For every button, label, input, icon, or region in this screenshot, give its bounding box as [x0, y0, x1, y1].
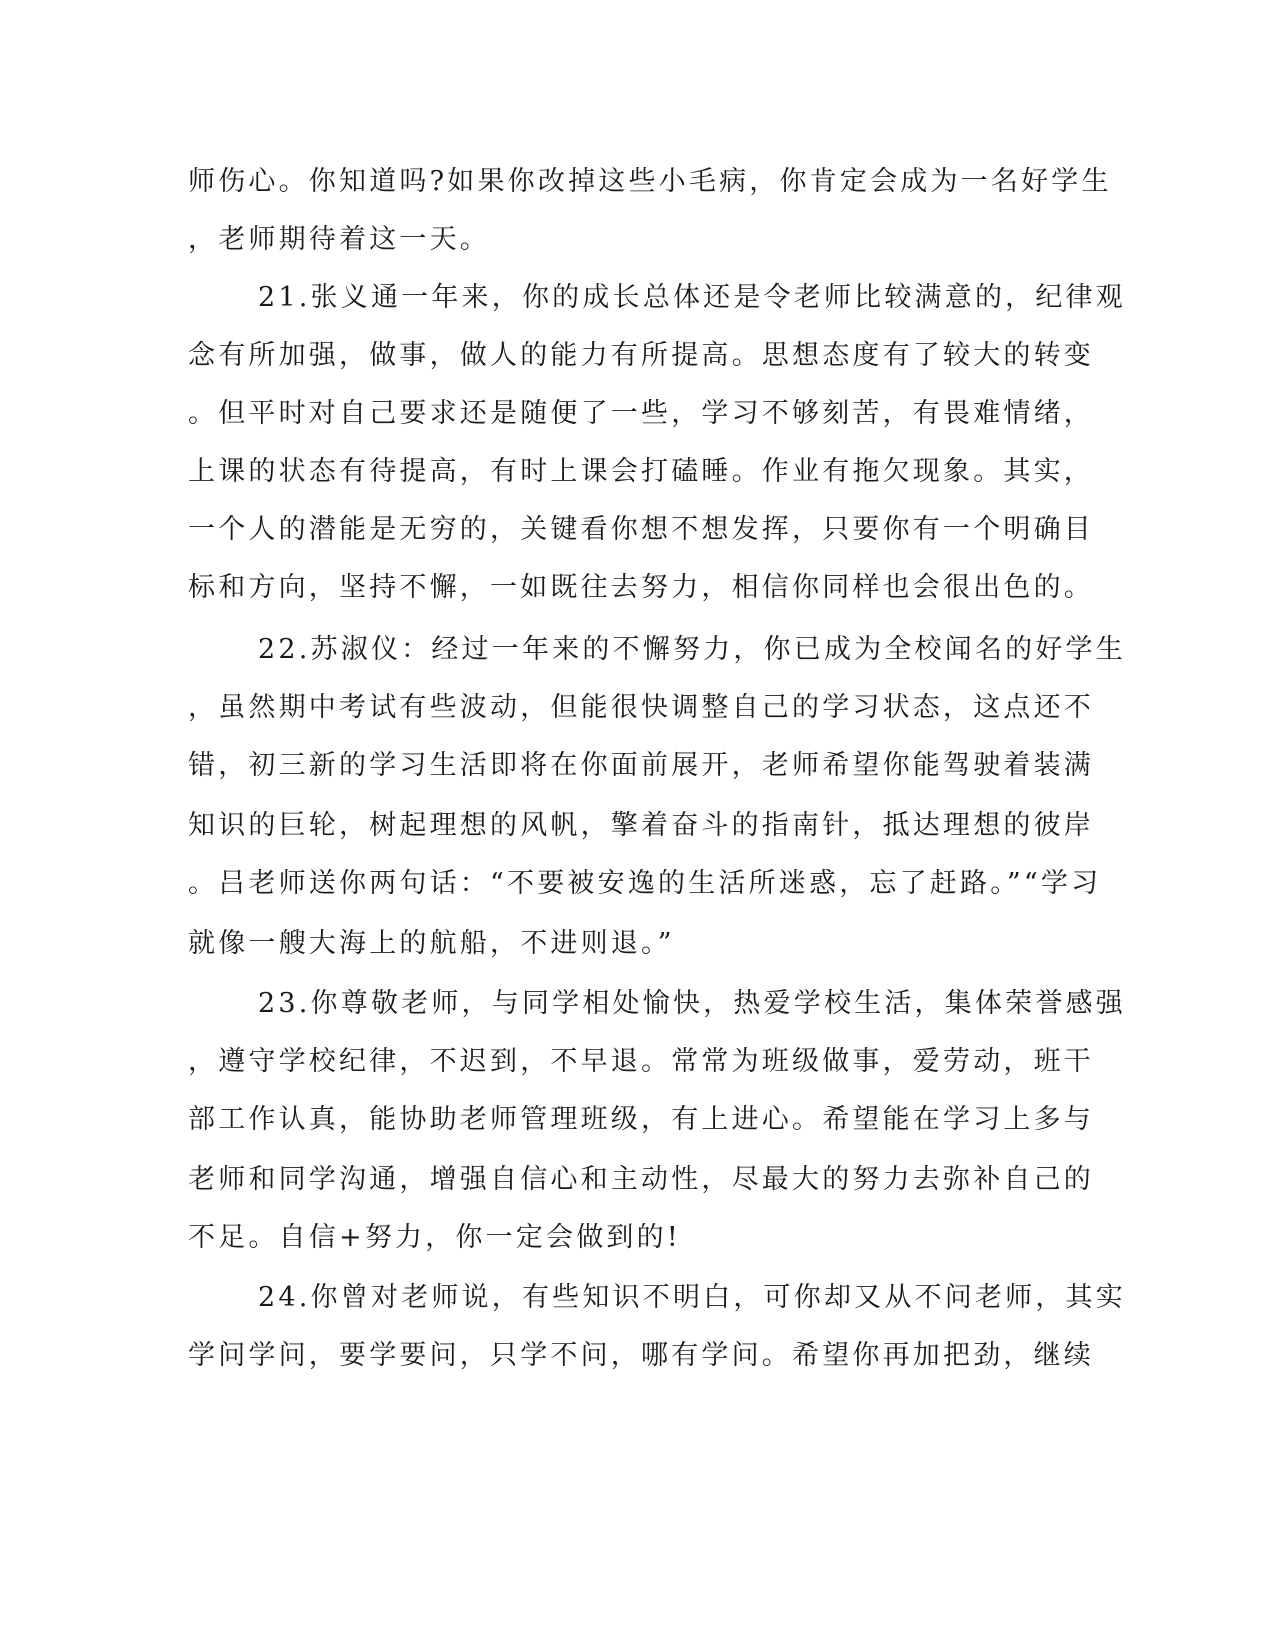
paragraph-22-start: 22.苏淑仪：经过一年来的不懈努力，你已成为全校闻名的好学生 — [258, 634, 1126, 665]
text-line: 老师和同学沟通，增强自信心和主动性，尽最大的努力去弥补自己的 — [188, 1164, 1094, 1195]
text-line: 部工作认真，能协助老师管理班级，有上进心。希望能在学习上多与 — [188, 1104, 1094, 1135]
paragraph-23-start: 23.你尊敬老师，与同学相处愉快，热爱学校生活，集体荣誉感强 — [258, 988, 1126, 1019]
paragraph-24-start: 24.你曾对老师说，有些知识不明白，可你却又从不问老师，其实 — [258, 1282, 1126, 1313]
text-line: ，老师期待着这一天。 — [188, 224, 490, 255]
text-line: ，虽然期中考试有些波动，但能很快调整自己的学习状态，这点还不 — [188, 692, 1094, 723]
text-line: 就像一艘大海上的航船，不进则退。” — [188, 928, 675, 959]
text-line: 知识的巨轮，树起理想的风帆，擎着奋斗的指南针，抵达理想的彼岸 — [188, 810, 1094, 841]
text-line: 不足。自信+努力，你一定会做到的! — [188, 1222, 681, 1253]
text-line: 标和方向，坚持不懈，一如既往去努力，相信你同样也会很出色的。 — [188, 572, 1094, 603]
paragraph-21-start: 21.张义通一年来，你的成长总体还是令老师比较满意的，纪律观 — [258, 282, 1126, 313]
text-line: 。吕老师送你两句话：“不要被安逸的生活所迷惑，忘了赶路。”“学习 — [188, 868, 1102, 899]
text-line: 师伤心。你知道吗?如果你改掉这些小毛病，你肯定会成为一名好学生 — [188, 166, 1112, 197]
text-line: 一个人的潜能是无穷的，关键看你想不想发挥，只要你有一个明确目 — [188, 514, 1094, 545]
text-line: 学问学问，要学要问，只学不问，哪有学问。希望你再加把劲，继续 — [188, 1340, 1094, 1371]
text-line: ，遵守学校纪律，不迟到，不早退。常常为班级做事，爱劳动，班干 — [188, 1046, 1094, 1077]
text-line: 错，初三新的学习生活即将在你面前展开，老师希望你能驾驶着装满 — [188, 750, 1094, 781]
text-line: 念有所加强，做事，做人的能力有所提高。思想态度有了较大的转变 — [188, 340, 1094, 371]
text-line: 。但平时对自己要求还是随便了一些，学习不够刻苦，有畏难情绪， — [188, 398, 1094, 429]
text-line: 上课的状态有待提高，有时上课会打磕睡。作业有拖欠现象。其实， — [188, 456, 1094, 487]
